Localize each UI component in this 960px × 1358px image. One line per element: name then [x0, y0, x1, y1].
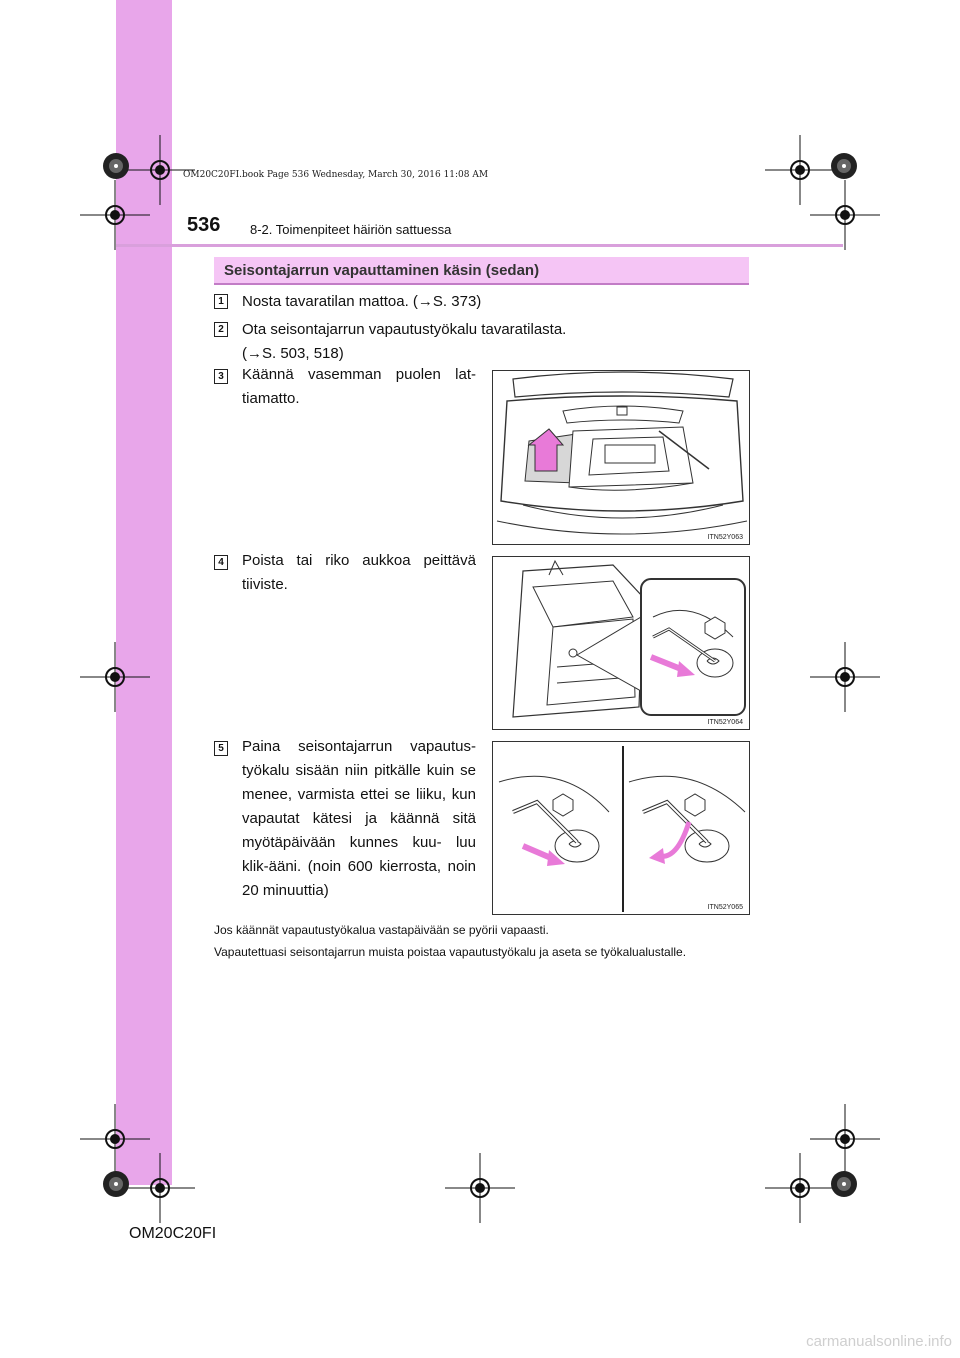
registration-crosshair-icon [810, 642, 880, 712]
registration-crosshair-icon [765, 1153, 835, 1223]
registration-crosshair-icon [125, 135, 195, 205]
sunburst-mark-icon [830, 152, 858, 180]
figure-trunk-mat [492, 370, 750, 545]
watermark: carmanualsonline.info [806, 1333, 952, 1350]
sunburst-mark-icon [102, 1170, 130, 1198]
page-number: 536 [187, 214, 221, 236]
step-3-text: Käännä vasemman puolen lat- tiamatto. [242, 366, 476, 407]
registration-crosshair-icon [445, 1153, 515, 1223]
book-meta: OM20C20FI.book Page 536 Wednesday, March 30, 2016 11:08 AM [183, 170, 489, 180]
release-tool-illustration [493, 742, 750, 915]
sunburst-mark-icon [830, 1170, 858, 1198]
step-number-2: 2 [214, 322, 228, 337]
step-number-1: 1 [214, 294, 228, 309]
registration-crosshair-icon [125, 1153, 195, 1223]
figure-code: ITN52Y064 [707, 719, 743, 726]
step-2-line-2: (→S. 503, 518) [242, 345, 344, 362]
procedure-heading [214, 257, 749, 285]
figure-release-tool [492, 741, 750, 915]
footer-code: OM20C20FI [129, 1225, 217, 1242]
step-1-line-1: Nosta tavaratilan mattoa. (→S. 373) [242, 293, 482, 310]
step-4-text: Poista tai riko aukkoa peittävä tiiviste. [242, 552, 476, 593]
figure-seal [492, 556, 750, 730]
registration-crosshair-icon [80, 642, 150, 712]
step-2-line-1: Ota seisontajarrun vapautustyökalu tavaratilasta. [242, 321, 567, 338]
section-title: 8-2. Toimenpiteet häiriön sattuessa [250, 222, 452, 237]
step-number-3: 3 [214, 369, 228, 384]
step-2-text [242, 318, 752, 366]
step-number-4: 4 [214, 555, 228, 570]
registration-crosshair-icon [765, 135, 835, 205]
figure-code: ITN52Y065 [707, 904, 743, 911]
trunk-mat-illustration [493, 371, 750, 545]
step-1-text [242, 290, 752, 314]
procedure-heading-text: Seisontajarrun vapauttaminen käsin (sedan) [224, 262, 540, 279]
seal-illustration [493, 557, 750, 730]
note-2: Vapautettuasi seisontajarrun muista poistaa vapautustyökalu ja aseta se työkalualustalle. [214, 945, 687, 959]
sunburst-mark-icon [102, 152, 130, 180]
figure-code: ITN52Y063 [707, 534, 743, 541]
note-1: Jos käännät vapautustyökalua vastapäivään se pyörii vapaasti. [214, 923, 549, 937]
header-rule [116, 244, 843, 247]
step-5-text: Paina seisontajarrun vapautus- työkalu sisään niin pitkälle kuin se menee, varmista ettei se liiku, kun vapautat kätesi ja käännä sitä myötäpäivään kunnes kuu- luu klik-ääni. (noin 600 kierrosta, noin 20 minuuttia) [242, 738, 476, 899]
step-number-5: 5 [214, 741, 228, 756]
